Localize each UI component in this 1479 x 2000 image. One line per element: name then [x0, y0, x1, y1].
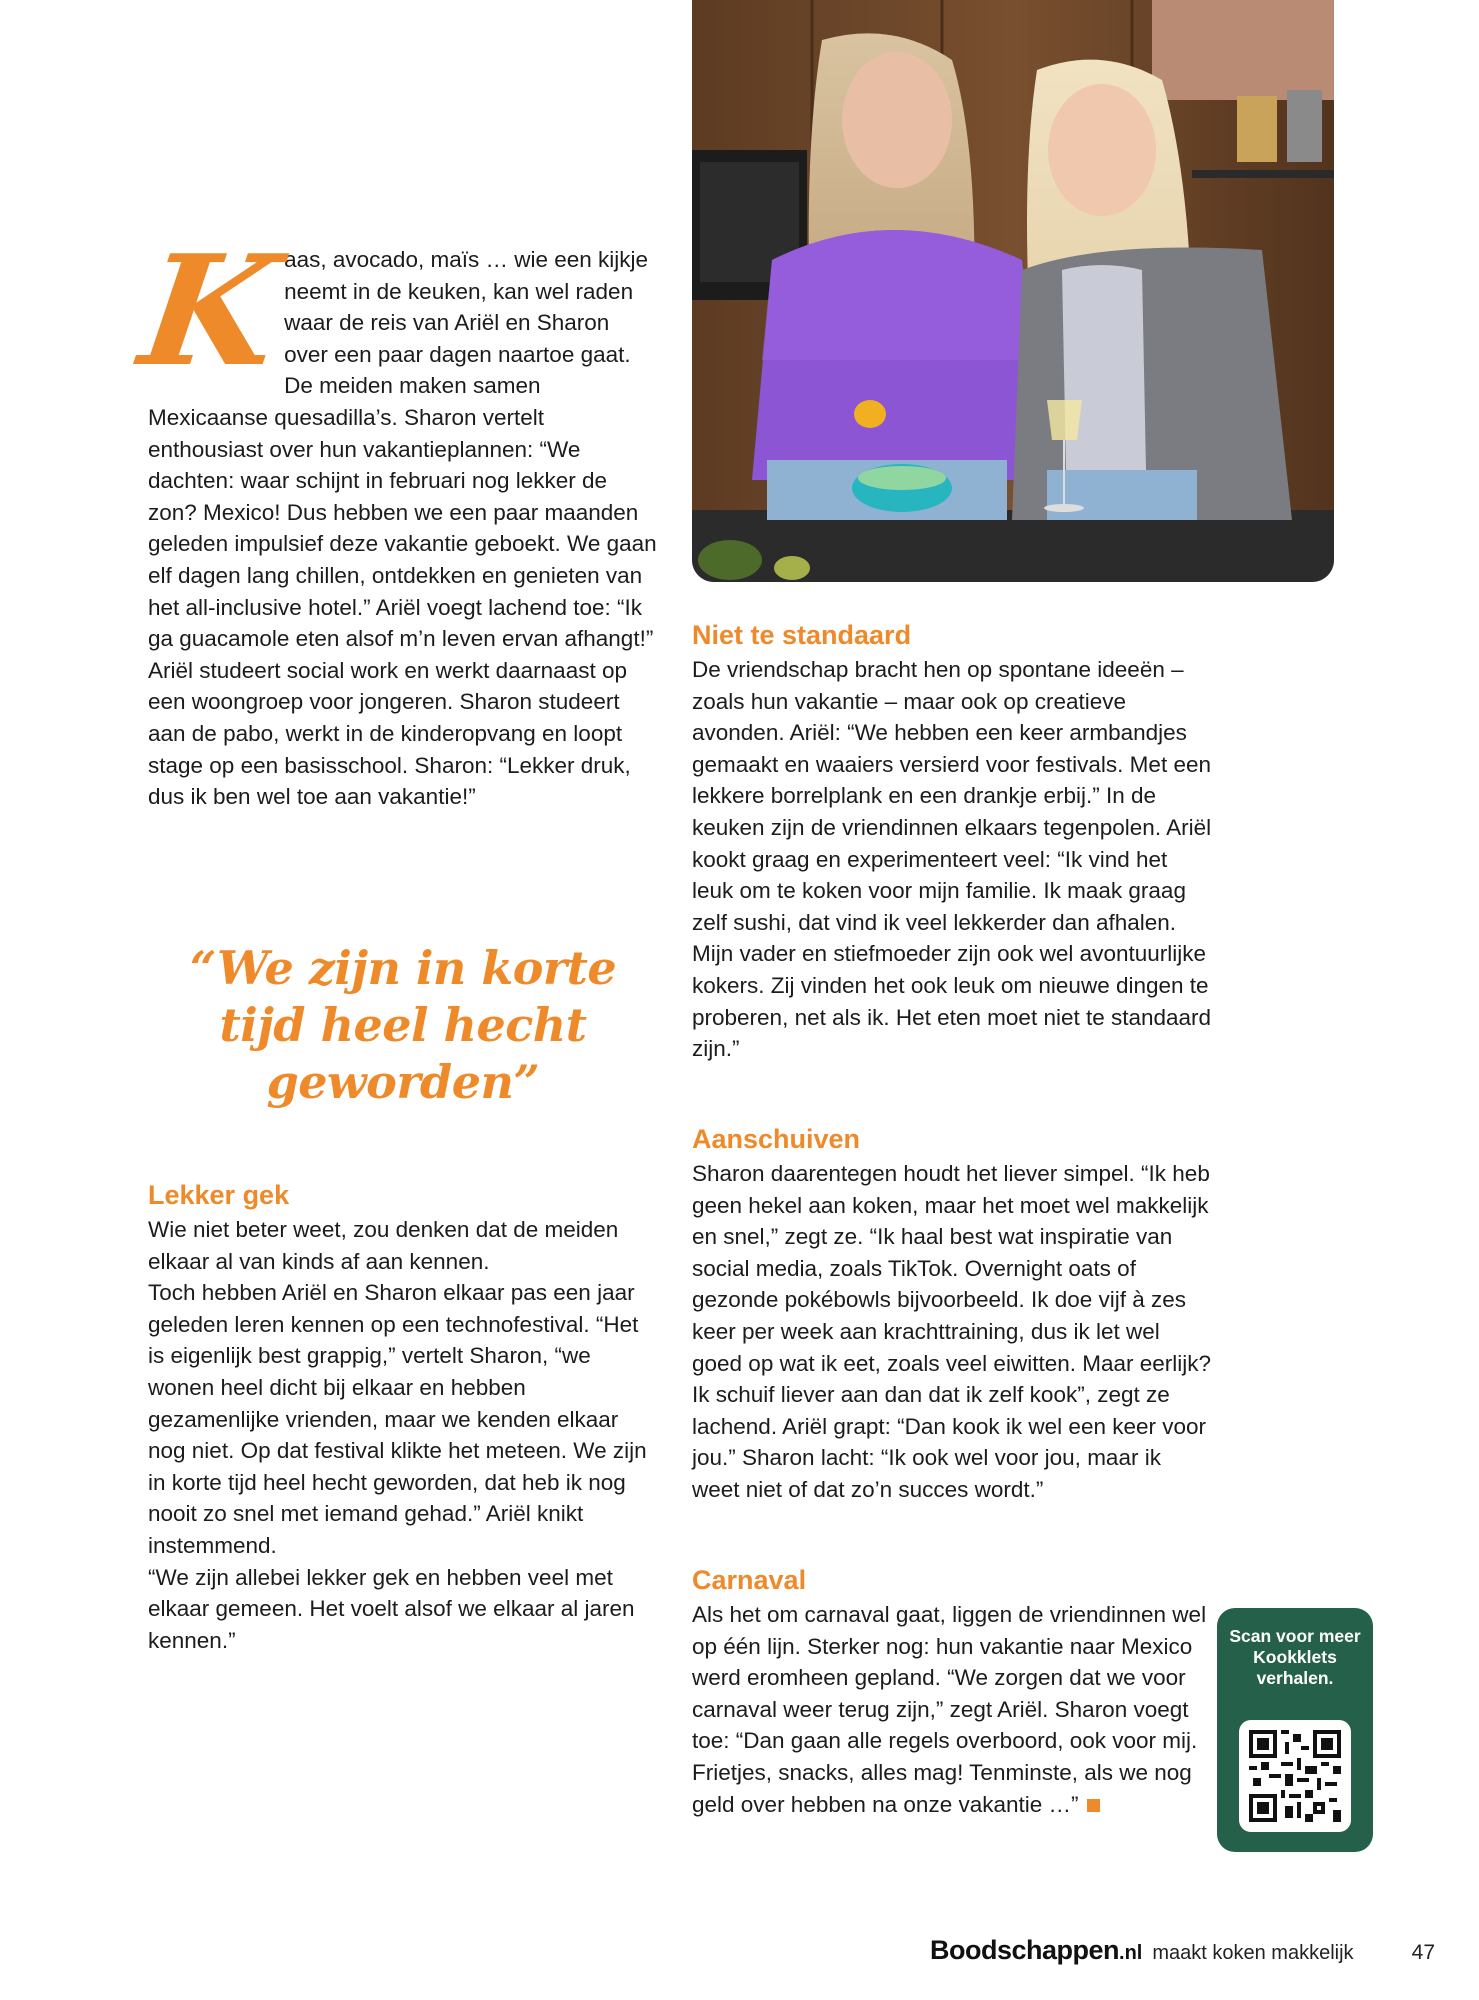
- section-aanschuiven: [692, 1122, 1212, 1506]
- section-lekker-gek: [148, 1178, 658, 1656]
- section-heading: Carnaval: [692, 1565, 807, 1595]
- photo-illustration: [692, 0, 1334, 582]
- section-heading: Lekker gek: [148, 1180, 290, 1210]
- carnaval-text: Als het om carnaval gaat, liggen de vriendinnen wel op één lijn. Sterker nog: hun vakantie naar Mexico werd eromheen gepland. “We zorgen dat we voor carnaval weer terug zijn,” zegt Ariël. Sharon voegt toe: “Dan gaan alle regels overboord, ook voor mij. Frietjes, snacks, alles mag! Tenminste, als we nog geld over hebben na onze vakantie …”: [692, 1602, 1207, 1817]
- qr-promo-box[interactable]: [1217, 1608, 1373, 1852]
- section-niet-te-standaard: [692, 618, 1212, 1065]
- pull-quote: “We zijn in korte tijd heel hecht geworden”: [189, 941, 617, 1109]
- section-paragraph: “We zijn allebei lekker gek en hebben veel met elkaar gemeen. Het voelt alsof we elkaar al jaren kennen.”: [148, 1564, 635, 1653]
- section-paragraph: Ik schuif liever aan dan dat ik zelf kook”, zegt ze lachend. Ariël grapt: “Dan kook ik wel een keer voor jou.” Sharon lacht: “Ik ook wel voor jou, maar ik weet niet of dat zo’n succes wordt.”: [692, 1382, 1207, 1502]
- section-paragraph: Wie niet beter weet, zou denken dat de meiden elkaar al van kinds af aan kennen.: [148, 1217, 619, 1274]
- brand-logo: Boodschappen: [930, 1935, 1120, 1965]
- qr-code-graphic: [1249, 1730, 1341, 1822]
- section-paragraph: [692, 1599, 1212, 1820]
- page-footer: [930, 1935, 1435, 1971]
- section-paragraph: Sharon daarentegen houdt het liever simpel. “Ik heb geen hekel aan koken, maar het moet wel makkelijk en snel,” zegt ze. “Ik haal best wat inspiratie van social media, zoals TikTok. Overnight oats of gezonde pokébowls bijvoorbeeld. Ik doe vijf à zes keer per week aan krachttraining, dus ik let wel goed op wat ik eet, zoals veel eiwitten. Maar eerlijk?: [692, 1161, 1212, 1376]
- brand-tagline: maakt koken makkelijk: [1152, 1942, 1354, 1964]
- dropcap-letter: K: [131, 221, 289, 400]
- end-mark-icon: [1087, 1799, 1100, 1812]
- intro-paragraph: aas, avocado, maïs … wie een kijkje neemt in de keuken, kan wel raden waar de reis van Ariël en Sharon over een paar dagen naartoe gaat. De meiden maken samen Mexicaanse quesadilla’s. Sharon vertelt enthousiast over hun vakantieplannen: “We dachten: waar schijnt in februari nog lekker de zon? Mexico! Dus hebben we een paar maanden geleden impulsief deze vakantie geboekt. We gaan elf dagen lang chillen, ontdekken en genieten van het all-inclusive hotel.” Ariël voegt lachend toe: “Ik ga guacamole eten alsof m’n leven ervan afhangt!” Ariël studeert social work en werkt daarnaast op een woongroep voor jongeren. Sharon studeert aan de pabo, werkt in de kinderopvang en loopt stage op een basisschool. Sharon: “Lekker druk, dus ik ben wel toe aan vakantie!”: [148, 247, 657, 810]
- section-heading: Aanschuiven: [692, 1124, 861, 1154]
- section-heading: Niet te standaard: [692, 620, 912, 650]
- article-photo: [692, 0, 1334, 582]
- qr-promo-text: Scan voor meer Kookklets verhalen.: [1229, 1626, 1361, 1688]
- section-paragraph: Toch hebben Ariël en Sharon elkaar pas een jaar geleden leren kennen op een technofestival. “Het is eigenlijk best grappig,” vertelt Sharon, “we wonen heel dicht bij elkaar en hebben gezamenlijke vrienden, maar we kenden elkaar nog niet. Op dat festival klikte het meteen. We zijn in korte tijd heel hecht geworden, dat heb ik nog nooit zo snel met iemand gehad.” Ariël knikt instemmend.: [148, 1280, 647, 1558]
- left-column: [131, 221, 658, 813]
- section-paragraph: De vriendschap bracht hen op spontane ideeën – zoals hun vakantie – maar ook op creatieve avonden. Ariël: “We hebben een keer armbandjes gemaakt en waaiers versierd voor festivals. Met een lekkere borrelplank en een drankje erbij.” In de keuken zijn de vriendinnen elkaars tegenpolen. Ariël kookt graag en experimenteert veel: “Ik vind het leuk om te koken voor mijn familie. Ik maak graag zelf sushi, dat vind ik veel lekkerder dan afhalen. Mijn vader en stiefmoeder zijn ook wel avontuurlijke kokers. Zij vinden het ook leuk om nieuwe dingen te proberen, net als ik. Het eten moet niet te standaard zijn.”: [692, 657, 1212, 1062]
- qr-code-icon[interactable]: [1239, 1720, 1351, 1832]
- page-number: 47: [1411, 1941, 1435, 1964]
- section-carnaval: [692, 1563, 1212, 1820]
- brand-logo-suffix: .nl: [1119, 1942, 1143, 1964]
